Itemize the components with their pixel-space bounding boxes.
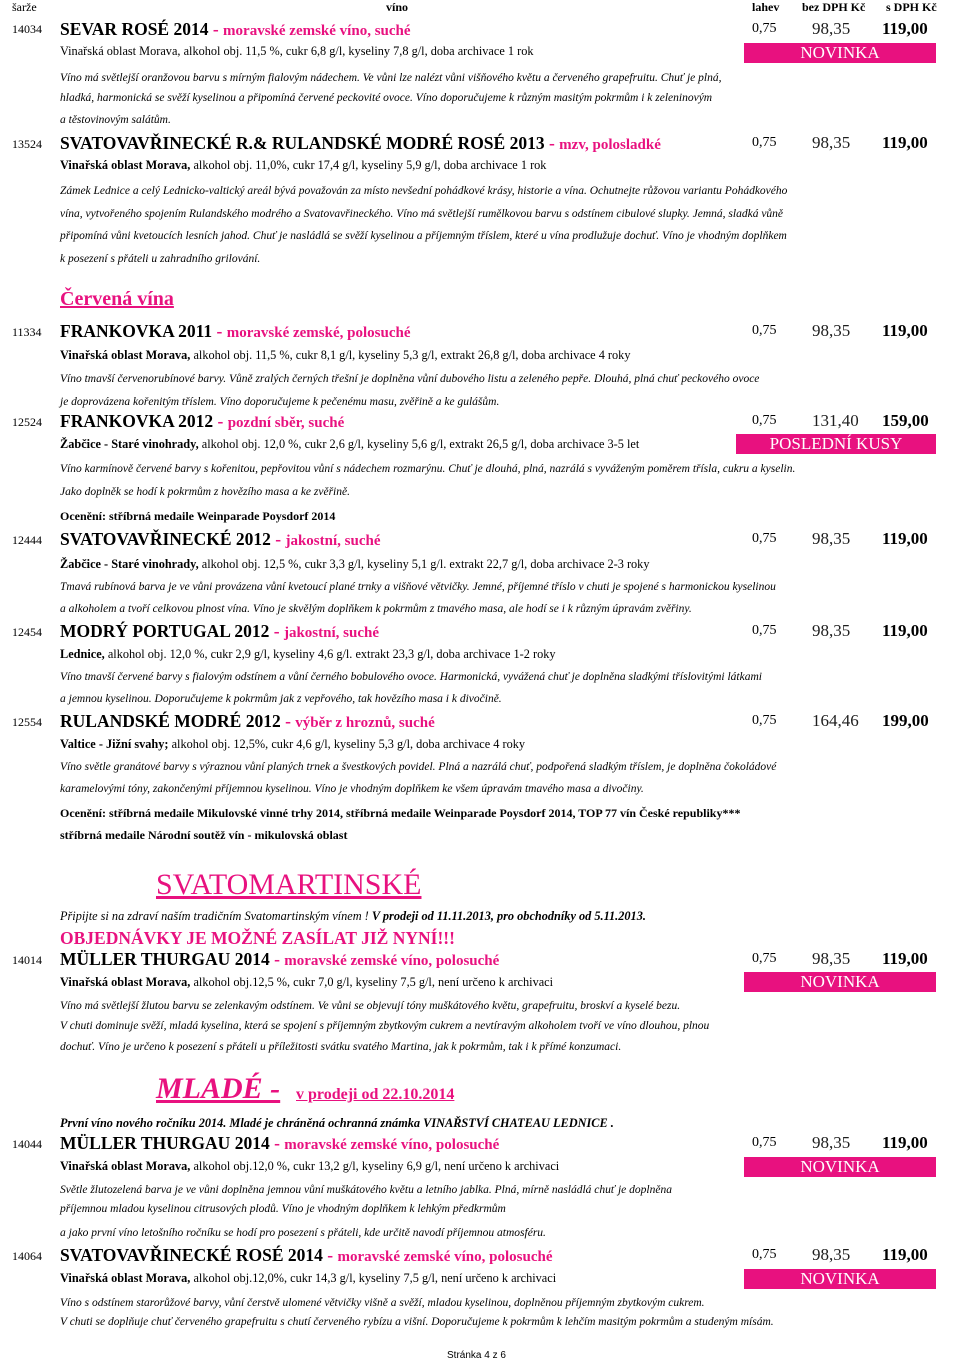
wine-info: Lednice, alkohol obj. 12,0 %, cukr 2,9 g/l, kyseliny 4,6 g/l. extrakt 23,3 g/l, doba archivace 1-2 roky [60,647,556,661]
wine-volume: 0,75 [752,623,777,638]
header-lahev: lahev [752,0,780,14]
header-s-dph: s DPH Kč [886,0,937,14]
wine-award: stříbrná medaile Národní soutěž vín - mikulovská oblast [60,828,348,842]
wine-code: 11334 [12,325,42,339]
wine-desc: a jemnou kyselinou. Doporučujeme k pokrmům jak z vepřového, tak hovězího masa i k divočině. [60,693,502,705]
wine-info: Valtice - Jižní svahy; alkohol obj. 12,5%, cukr 4,6 g/l, kyseliny 5,3 g/l, doba archivace 4 roky [60,737,526,751]
price-net: 98,35 [812,949,851,968]
page-footer: Stránka 4 z 6 [447,1350,506,1361]
wine-title: FRANKOVKA 2011 - moravské zemské, polosuché [60,321,411,341]
wine-code: 12554 [12,715,42,729]
price-gross: 199,00 [882,711,929,730]
wine-award: Ocenění: stříbrná medaile Weinparade Poysdorf 2014 [60,509,336,523]
price-gross: 159,00 [882,411,929,430]
price-gross: 119,00 [882,1133,928,1152]
wine-info: Vinařská oblast Morava, alkohol obj.12,0 %, cukr 13,2 g/l, kyseliny 6,9 g/l, není určeno k archivaci [60,1159,560,1173]
wine-title: SEVAR ROSÉ 2014 - moravské zemské víno, suché [60,19,411,39]
wine-title: FRANKOVKA 2012 - pozdní sběr, suché [60,411,345,431]
badge-posledni-kusy: POSLEDNÍ KUSY [736,434,936,454]
wine-code: 14044 [12,1137,42,1151]
price-gross: 119,00 [882,621,928,640]
wine-desc: Světle žlutozelená barva je ve vůni doplněna jemnou vůní muškátového květu a letního jablka. Plná, mírně nasládlá chuť je doplněna [60,1184,672,1196]
wine-volume: 0,75 [752,531,777,546]
wine-title: SVATOVAVŘINECKÉ R.& RULANDSKÉ MODRÉ ROSÉ 2013 - mzv, polosladké [60,133,661,153]
wine-desc: Víno karmínově červené barvy s kořenitou, pepřovitou vůní s nádechem rozmarýnu. Chuť je dlouhá, plná, nazrálá s vyváženým poměrem třísla, cukru a kyselin. [60,463,796,475]
wine-desc: Víno tmavší červené barvy s fialovým odstínem a vůní černého bobulového ovoce. Harmonická, vyvážená chuť je doplněna sladkými tříslovitými látkami [60,671,762,683]
price-net: 98,35 [812,133,851,152]
wine-volume: 0,75 [752,713,777,728]
header-vino: víno [386,0,409,14]
martin-orders: OBJEDNÁVKY JE MOŽNÉ ZASÍLAT JIŽ NYNÍ!!! [60,928,455,948]
price-net: 98,35 [812,1245,851,1264]
wine-volume: 0,75 [752,1135,777,1150]
wine-desc: Víno s odstínem starorůžové barvy, vůní čerstvě ulomené větvičky višně a svěží, mladou kyselinou, doplněnou příjemným zbytkovým cukrem. [60,1297,705,1309]
header-bez-dph: bez DPH Kč [802,0,866,14]
price-gross: 119,00 [882,321,928,340]
wine-desc: Víno světle granátové barvy s výraznou vůní planých trnek a švestkových povidel. Plná a nazrálá chuť, podpořená sladkým tříslem, je doplněna čokoládové [60,761,777,773]
wine-code: 12444 [12,533,42,547]
wine-desc: a alkoholem a tvoří celkovou plnost vína. Víno je skvělým doplňkem k pokrmům z tmavého masa, ale hodí se i k různým úpravám zvěřiny. [60,603,692,615]
wine-info: Žabčice - Staré vinohrady, alkohol obj. 12,5 %, cukr 3,3 g/l, kyseliny 5,1 g/l. extrakt 22,7 g/l, doba archivace 2-3 roky [60,557,650,571]
wine-desc: Víno má světlejší oranžovou barvu s mírným fialovým nádechem. Ve vůni lze nalézt vůni višňového květu a červeného grapefruitu. Chuť je plná, [60,72,722,84]
price-gross: 119,00 [882,949,928,968]
wine-info: Vinařská oblast Morava, alkohol obj. 11,5 %, cukr 8,1 g/l, kyseliny 5,3 g/l, extrakt 26,8 g/l, doba archivace 4 roky [60,348,631,362]
wine-volume: 0,75 [752,135,777,150]
wine-desc: vína, vytvořeného spojením Rulandského modrého a Svatovavřineckého. Víno má světlejší rumělkovou barvu s odstínem cibulové slupky. Jemná, sladká vůně [60,208,784,220]
wine-title: SVATOVAVŘINECKÉ 2012 - jakostní, suché [60,529,381,549]
badge-novinka: NOVINKA [744,1269,936,1289]
wine-title: SVATOVAVŘINECKÉ ROSÉ 2014 - moravské zemské víno, polosuché [60,1245,553,1265]
wine-desc: a těstovinovým salátům. [60,114,171,126]
section-svatomartinske: SVATOMARTINSKÉ [156,868,422,901]
badge-novinka: NOVINKA [744,43,936,63]
wine-desc: Zámek Lednice a celý Lednicko-valtický areál bývá považován za místo nevšední pohádkové krásy, historie a vína. Ochutnejte růžovou variantu Pohádkového [60,185,788,197]
wine-desc: Tmavá rubínová barva je ve vůni provázena vůní kvetoucí plané trnky a višňové větvičky. Jemné, příjemné tříslo v chuti je spojené s harmonickou kyselinou [60,581,776,593]
wine-volume: 0,75 [752,413,777,428]
wine-desc: V chuti dominuje svěží, mladá kyselina, která se spojení s příjemným zbytkovým cukrem a nevtíravým alkoholem tvoří ve víno dlouhou, plnou [60,1020,710,1032]
wine-info: Vinařská oblast Morava, alkohol obj.12,0%, cukr 14,3 g/l, kyseliny 7,5 g/l, není určeno k archivaci [60,1271,557,1285]
martin-note: Připijte si na zdraví naším tradičním Svatomartinským vínem ! V prodeji od 11.11.2013, pro obchodníky od 5.11.2013. [60,909,646,923]
wine-code: 13524 [12,137,42,151]
price-gross: 119,00 [882,133,928,152]
wine-title: RULANDSKÉ MODRÉ 2012 - výběr z hroznů, suché [60,711,435,731]
price-net: 98,35 [812,621,851,640]
wine-volume: 0,75 [752,951,777,966]
section-mlade: MLADÉ - [156,1072,281,1105]
wine-code: 14064 [12,1249,42,1263]
wine-info: Vinařská oblast Morava, alkohol obj. 11,0%, cukr 17,4 g/l, kyseliny 5,9 g/l, doba archivace 1 rok [60,158,547,172]
wine-code: 14014 [12,953,42,967]
wine-desc: hladká, harmonická se svěží kyselinou a připomíná červené peckovité ovoce. Víno doporučujeme k různým masitým pokrmům i k zeleninovým [60,92,713,104]
wine-code: 12524 [12,415,42,429]
wine-desc: karamelovými tóny, zakončenými příjemnou kyselinou. Víno je vhodným doplňkem ke všem úpravám tmavého masa a divočiny. [60,783,644,795]
price-net: 131,40 [812,411,859,430]
wine-code: 14034 [12,22,42,36]
wine-title: MÜLLER THURGAU 2014 - moravské zemské víno, polosuché [60,949,500,969]
price-net: 98,35 [812,1133,851,1152]
wine-desc: Víno má světlejší žlutou barvu se zelenkavým odstínem. Ve vůni se objevují tóny muškátového květu, grapefruitu, broskví a kyselé bezu. [60,1000,681,1012]
wine-info: Žabčice - Staré vinohrady, alkohol obj. 12,0 %, cukr 2,6 g/l, kyseliny 5,6 g/l, extrakt 26,5 g/l, doba archivace 3-5 let [60,437,640,451]
wine-volume: 0,75 [752,323,777,338]
wine-volume: 0,75 [752,1247,777,1262]
wine-volume: 0,75 [752,21,777,36]
young-note: První víno nového ročníku 2014. Mladé je chráněná ochranná známka VINAŘSTVÍ CHATEAU LEDNICE . [60,1116,614,1130]
wine-desc: V chuti se doplňuje chuť červeného grapefruitu s chutí červeného rybízu a višní. Doporučujeme k pokrmům k lehčím masitým pokrmům a studeným mísám. [60,1316,774,1328]
section-red-wines: Červená vína [60,288,174,310]
price-gross: 119,00 [882,1245,928,1264]
wine-desc: dochuť. Víno je určeno k posezení s přáteli u příležitosti svátku svatého Martina, jak k pokrmům, tak i k přímé konzumaci. [60,1041,622,1053]
wine-desc: Víno tmavší červenorubínové barvy. Vůně zralých černých třešní je doplněna vůní dubového listu a zeleného pepře. Dlouhá, plná chuť peckového ovoce [60,373,760,385]
price-net: 164,46 [812,711,859,730]
wine-desc: Jako doplněk se hodí k pokrmům z hovězího masa a ke zvěřině. [60,486,350,498]
wine-code: 12454 [12,625,42,639]
wine-title: MODRÝ PORTUGAL 2012 - jakostní, suché [60,621,379,641]
price-net: 98,35 [812,321,851,340]
badge-novinka: NOVINKA [744,972,936,992]
wine-desc: připomíná vůni kvetoucích lesních jahod. Chuť je nasládlá se svěží kyselinou a příjemným tříslem, které u vína prodlužuje dochuť. Víno je vhodným doplňkem [60,230,787,242]
young-date: v prodeji od 22.10.2014 [296,1086,455,1103]
header-sarze: šarže [12,0,37,14]
wine-desc: příjemnou mladou kyselinou citrusových plodů. Víno je vhodným doplňkem k lehkým předkrmům [60,1203,506,1215]
wine-award: Ocenění: stříbrná medaile Mikulovské vinné trhy 2014, stříbrná medaile Weinparade Poysdorf 2014, TOP 77 vín České republiky*** [60,806,741,820]
wine-desc: k posezení s přáteli u zahradního grilování. [60,253,261,265]
wine-desc: je doprovázena kořenitým tříslem. Víno doporučujeme k pečenému masu, zvěřině a ke gulášům. [60,396,500,408]
wine-desc: a jako první víno letošního ročníku se hodí pro posezení s přáteli, kde určitě navodí příjemnou atmosféru. [60,1227,546,1239]
price-net: 98,35 [812,19,851,38]
badge-novinka: NOVINKA [744,1157,936,1177]
wine-title: MÜLLER THURGAU 2014 - moravské zemské víno, polosuché [60,1133,500,1153]
wine-info: Vinařská oblast Morava, alkohol obj.12,5 %, cukr 7,0 g/l, kyseliny 7,5 g/l, není určeno k archivaci [60,975,554,989]
price-gross: 119,00 [882,529,928,548]
price-gross: 119,00 [882,19,928,38]
wine-info: Vinařská oblast Morava, alkohol obj. 11,5 %, cukr 6,8 g/l, kyseliny 7,8 g/l, doba archivace 1 rok [60,44,534,58]
price-net: 98,35 [812,529,851,548]
